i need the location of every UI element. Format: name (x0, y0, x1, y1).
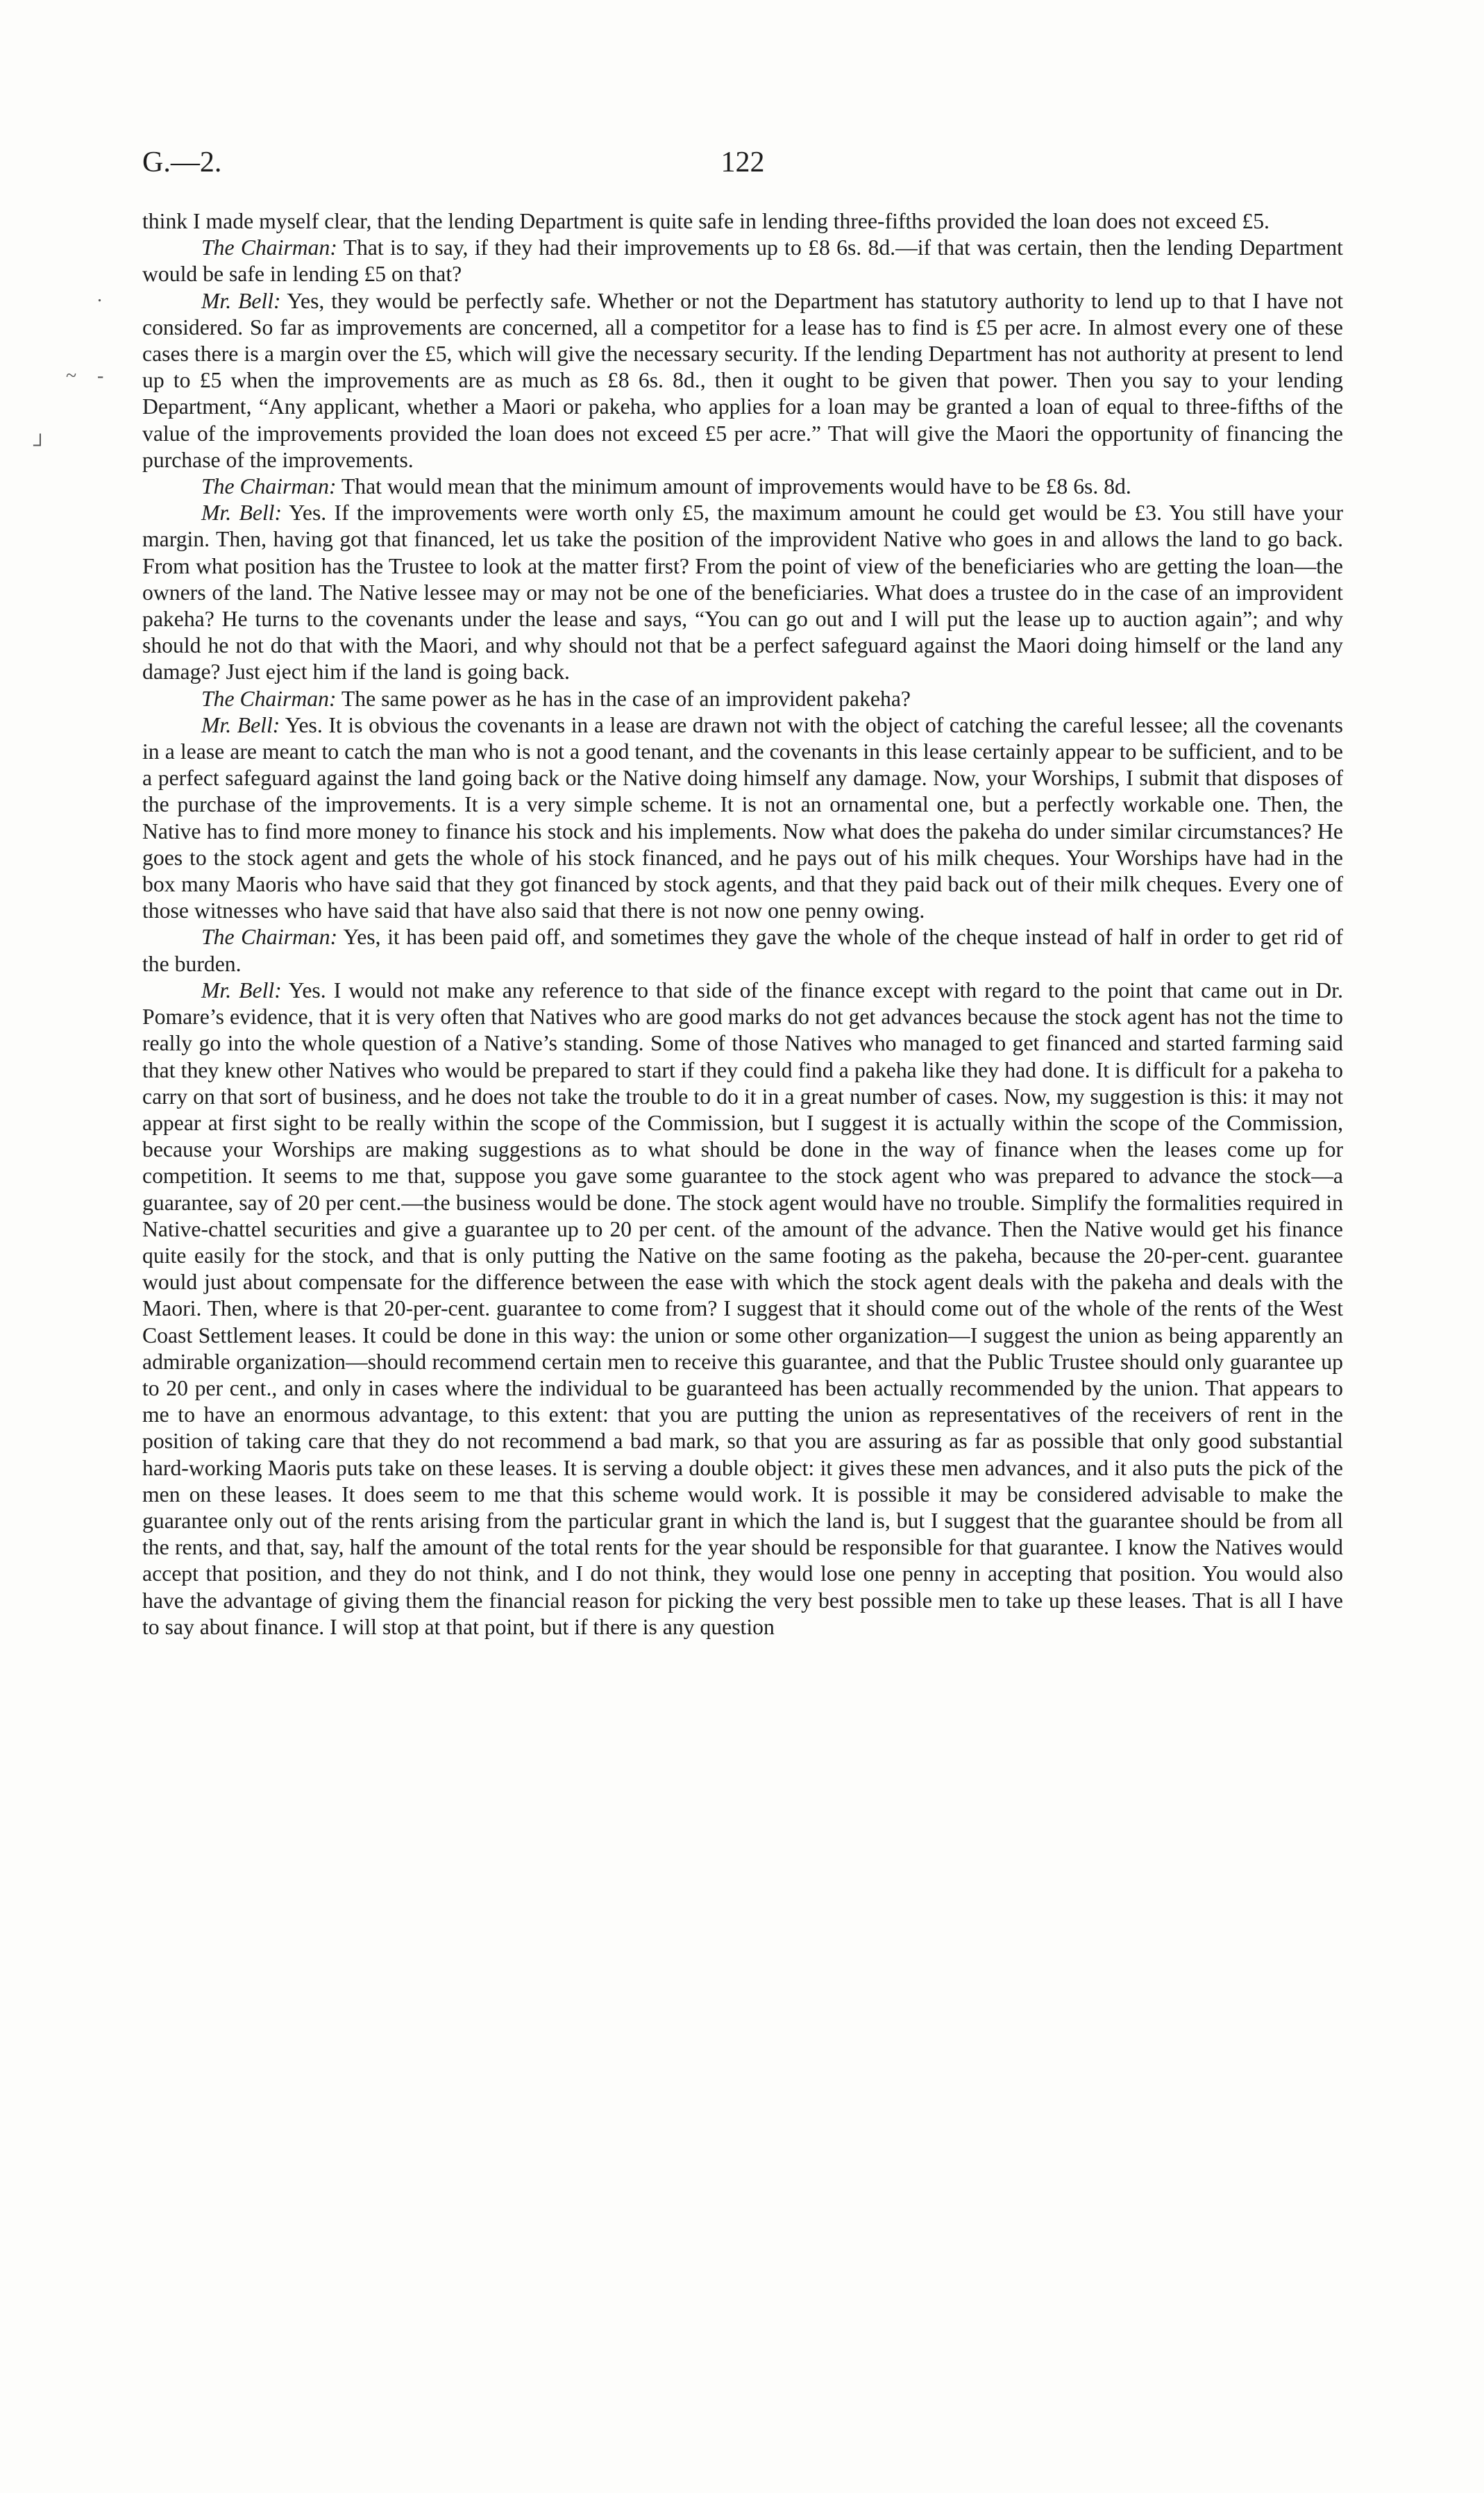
speaker-label: Mr. Bell: (201, 977, 282, 1002)
paragraph (142, 235, 1343, 287)
margin-mark: - (97, 365, 104, 387)
paragraph (142, 977, 1343, 1640)
speaker-label: Mr. Bell: (201, 712, 280, 737)
paragraph (142, 500, 1343, 685)
page-number: 122 (720, 146, 765, 178)
speaker-label: The Chairman: (201, 686, 337, 711)
speaker-label: The Chairman: (201, 925, 338, 950)
paragraph (142, 686, 1343, 712)
paragraph-text: Yes, it has been paid off, and sometimes they gave the whole of the cheque instead of half in order to get rid of the burden. (142, 925, 1343, 976)
paragraph (142, 924, 1343, 977)
paragraph (142, 208, 1343, 235)
speaker-label: Mr. Bell: (201, 288, 281, 313)
body-text (142, 208, 1343, 1640)
margin-mark: ┘ (33, 435, 47, 456)
paragraph-text: think I made myself clear, that the lending Department is quite safe in lending three-fifths provided the loan does not exceed £5. (142, 209, 1270, 233)
paragraph-text: That would mean that the minimum amount of improvements would have to be £8 6s. 8d. (341, 474, 1131, 499)
paragraph (142, 473, 1343, 500)
paragraph-text: Yes. It is obvious the covenants in a lease are drawn not with the object of catching the careful lessee; all the covenants in a lease are meant to catch the man who is not a good tenant, and the covenants in this lease certainly appear to be sufficient, and to be a perfect safeguard against the land going back or the Native doing himself any damage. Now, your Worships, I submit that disposes of the purchase of the improvements. It is a very simple scheme. It is not an ornamental one, but a perfectly workable one. Then, the Native has to find more money to finance his stock and his implements. Now what does the pakeha do under similar circumstances? He goes to the stock agent and gets the whole of his stock financed, and he pays out of his milk cheques. Your Worships have had in the box many Maoris who have said that they got financed by stock agents, and that they paid back out of their milk cheques. Every one of those witnesses who have said that have also said that there is not now one penny owing. (142, 712, 1343, 923)
speaker-label: Mr. Bell: (201, 501, 283, 526)
margin-mark: ~ (66, 365, 77, 387)
paragraph-text: That is to say, if they had their improvements up to £8 6s. 8d.—if that was certain, then the lending Department would be safe in lending £5 on that? (142, 235, 1343, 287)
paragraph-text: Yes, they would be perfectly safe. Whether or not the Department has statutory authority to lend up to that I have not considered. So far as improvements are concerned, all a competitor for a lease has to find is £5 per acre. In almost every one of these cases there is a margin over the £5, which will give the necessary security. If the lending Department has not authority at present to lend up to £5 when the improvements are as much as £8 6s. 8d., then it ought to be given that power. Then you say to your lending Department, “Any applicant, whether a Maori or pakeha, who applies for a loan may be granted a loan of equal to three-fifths of the value of the improvements provided the loan does not exceed £5 per acre.” That will give the Maori the opportunity of financing the purchase of the improvements. (142, 288, 1343, 472)
speaker-label: The Chairman: (201, 474, 337, 499)
speaker-label: The Chairman: (201, 235, 337, 260)
paragraph-text: Yes. If the improvements were worth only £5, the maximum amount he could get would be £3. You still have your margin. Then, having got that financed, let us take the position of the improvident Native who goes in and allows the land to go back. From what position has the Trustee to look at the matter first? From the point of view of the beneficiaries who are getting the loan—the owners of the land. The Native lessee may or may not be one of the beneficiaries. What does a trustee do in the case of an improvident pakeha? He turns to the covenants under the lease and says, “You can go out and I will put the lease up to auction again”; and why should he not do that with the Maori, and why should not that be a perfect safeguard against the Maori doing himself or the land any damage? Just eject him if the land is going back. (142, 501, 1343, 685)
paragraph (142, 712, 1343, 925)
paragraph-text: The same power as he has in the case of an improvident pakeha? (341, 686, 911, 711)
document-reference: G.—2. (142, 146, 222, 178)
paragraph-text: Yes. I would not make any reference to that side of the finance except with regard to the point that came out in Dr. Pomare’s evidence, that it is very often that Natives who are good marks do not get advances because the stock agent has not the time to really go into the whole question of a Native’s standing. Some of those Natives who managed to get financed and started farming said that they knew other Natives who would be prepared to start if they could find a pakeha like they had done. It is difficult for a pakeha to carry on that sort of business, and he does not take the trouble to do it in a great number of cases. Now, my suggestion is this: it may not appear at first sight to be really within the scope of the Commission, but I suggest it is actually within the scope of the Commission, because your Worships are making suggestions as to what should be done in the way of finance when the leases come up for competition. It seems to me that, suppose you gave some guarantee to the stock agent who was prepared to advance the stock—a guarantee, say of 20 per cent.—the business would be done. The stock agent would have no trouble. Simplify the formalities required in Native-chattel securities and give a guarantee up to 20 per cent. of the amount of the advance. Then the Native would get his finance quite easily for the stock, and that is only putting the Native on the same footing as the pakeha, because the 20-per-cent. guarantee would just about compensate for the difference between the ease with which the stock agent deals with the pakeha and deals with the Maori. Then, where is that 20-per-cent. guarantee to come from? I suggest that it should come out of the whole of the rents of the West Coast Settlement leases. It could be done in this way: the union or some other organization—I suggest the union as being apparently an admirable organization—should recommend certain men to receive this guarantee, and that the Public Trustee should only guarantee up to 20 per cent., and only in cases where the individual to be guaranteed has been actually recommended by the union. That appears to me to have an enormous advantage, to this extent: that you are putting the union as representatives of the receivers of rent in the position of taking care that they do not recommend a bad mark, so that you are assuring as far as possible that only good substantial hard-working Maoris puts take on these leases. It is serving a double object: it gives these men advances, and it also puts the pick of the men on these leases. It does seem to me that this scheme would work. It is possible it may be considered advisable to make the guarantee only out of the rents arising from the particular grant in which the land is, but I suggest that the guarantee should be from all the rents, and that, say, half the amount of the total rents for the year should be responsible for that guarantee. I know the Natives would accept that position, and they do not think, and I do not think, they would lose one penny in accepting that position. You would also have the advantage of giving them the financial reason for picking the very best possible men to take up these leases. That is all I have to say about finance. I will stop at that point, but if there is any question (142, 977, 1343, 1639)
page-header (142, 146, 1343, 187)
paragraph (142, 288, 1343, 473)
margin-mark: . (97, 285, 102, 306)
